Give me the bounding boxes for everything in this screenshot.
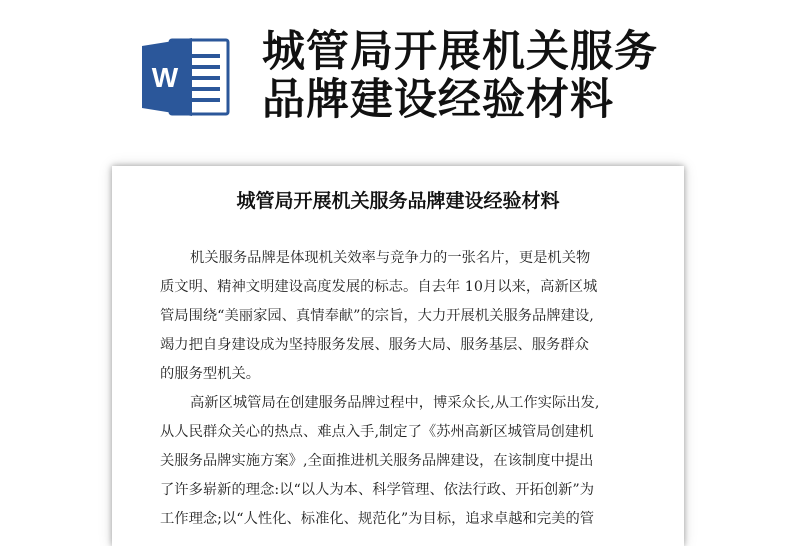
body-line: 管局围绕“美丽家园、真情奉献”的宗旨，大力开展机关服务品牌建设, bbox=[160, 308, 594, 324]
body-line: 机关服务品牌是体现机关效率与竞争力的一张名片，更是机关物 bbox=[190, 250, 591, 266]
header-banner bbox=[0, 0, 800, 150]
word-document-icon bbox=[140, 34, 232, 120]
word-icon-letter: W bbox=[151, 62, 179, 93]
body-line: 关服务品牌实施方案》,全面推进机关服务品牌建设，在该制度中提出 bbox=[160, 453, 594, 469]
banner-title-line: 城管局开展机关服务 bbox=[262, 27, 658, 77]
body-line: 竭力把自身建设成为坚持服务发展、服务大局、服务基层、服务群众 bbox=[160, 337, 589, 353]
body-line: 的服务型机关。 bbox=[160, 366, 261, 382]
body-line: 了许多崭新的理念:以“以人为本、科学管理、依法行政、开拓创新”为 bbox=[160, 482, 595, 498]
document-body bbox=[160, 244, 636, 534]
document-title: 城管局开展机关服务品牌建设经验材料 bbox=[236, 190, 560, 212]
body-line: 质文明、精神文明建设高度发展的标志。自去年 10月以来，高新区城 bbox=[160, 279, 598, 295]
body-line: 高新区城管局在创建服务品牌过程中，博采众长,从工作实际出发, bbox=[190, 395, 600, 411]
document-page bbox=[112, 166, 684, 546]
body-line: 工作理念;以“人性化、标准化、规范化”为目标，追求卓越和完美的管 bbox=[160, 511, 595, 527]
banner-title bbox=[262, 28, 782, 124]
banner-title-line: 品牌建设经验材料 bbox=[262, 75, 614, 125]
body-line: 从人民群众关心的热点、难点入手,制定了《苏州高新区城管局创建机 bbox=[160, 424, 594, 440]
